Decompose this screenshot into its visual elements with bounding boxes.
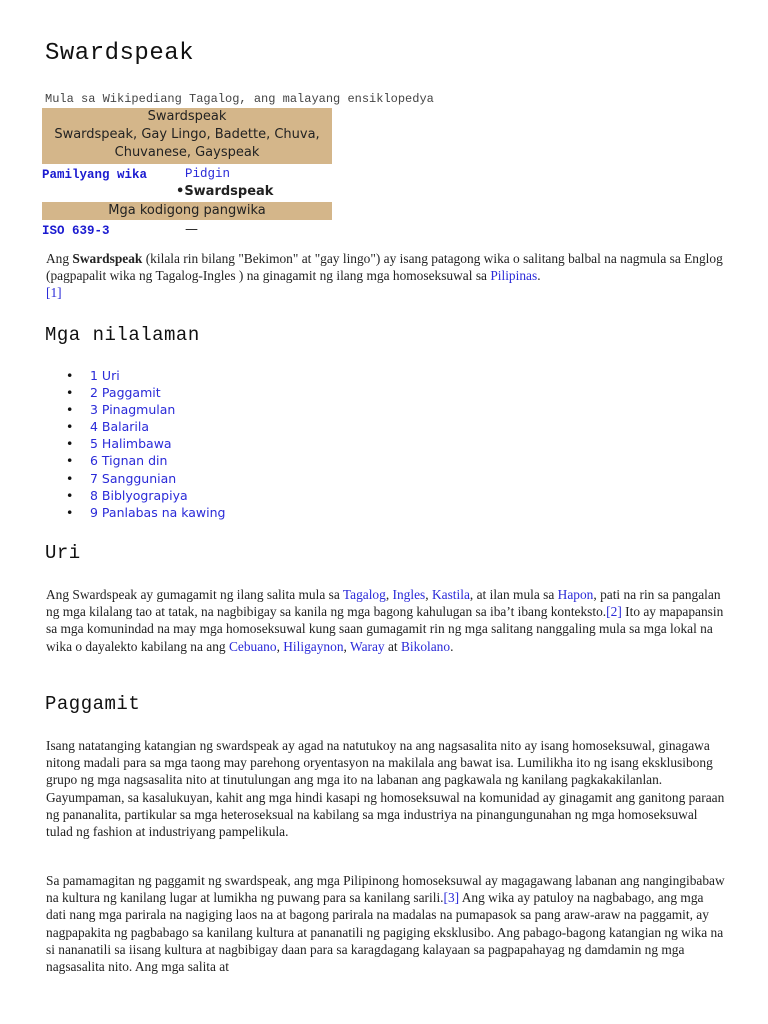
text: .	[537, 268, 541, 284]
paggamit-paragraph-2	[46, 872, 726, 975]
infobox-aliases: Swardspeak, Gay Lingo, Badette, Chuva, Chuvanese, Gayspeak	[42, 126, 332, 164]
section-heading-paggamit: Paggamit	[45, 693, 141, 715]
toc-item	[48, 384, 226, 401]
intro-paragraph	[46, 250, 726, 302]
toc-link-biblyograpiya[interactable]: 8 Biblyograpiya	[90, 487, 188, 503]
toc-item	[48, 452, 226, 469]
text: (kilala rin bilang "Bekimon" at "gay lingo") ay isang patagong wika o salitang balbal na nagmula sa Englog (pagpapalit wika ng Tagalog-Ingles ) na ginagamit ng ilang mga homoseksuwal sa	[46, 251, 723, 284]
link-cebuano[interactable]: Cebuano	[228, 638, 277, 654]
text: , at ilan mula sa	[469, 587, 558, 602]
toc-item	[48, 470, 226, 487]
toc-item	[48, 418, 226, 435]
link-ingles[interactable]: Ingles	[392, 587, 426, 602]
link-bikolano[interactable]: Bikolano	[400, 638, 451, 654]
infobox-title: Swardspeak	[42, 108, 332, 126]
ref-2[interactable]: [2]	[606, 604, 622, 620]
family-child: Swardspeak	[184, 184, 274, 199]
ref-1[interactable]: [1]	[46, 285, 62, 301]
toc-link-sanggunian[interactable]: 7 Sanggunian	[90, 470, 177, 486]
family-link-pidgin[interactable]: Pidgin	[185, 167, 231, 181]
infobox: Swardspeak Swardspeak, Gay Lingo, Badette, Chuva, Chuvanese, Gayspeak Pamilyang wika Pidgin •Swardspeak Mga kodigong pangwika ISO 639-3 —	[42, 108, 332, 240]
toc-link-paggamit[interactable]: 2 Paggamit	[90, 385, 161, 401]
toc-item	[48, 401, 226, 418]
text: Sa pamamagitan ng paggamit ng swardspeak, ang mga Pilipinong homoseksuwal ay magagawang labanan ang nangingibabaw na kultura ng kanilang lugar at lumikha ng puwang para sa kanilang sarili.	[46, 873, 725, 906]
toc-link-uri[interactable]: 1 Uri	[90, 368, 120, 383]
text: Ang Swardspeak ay gumagamit ng ilang salita mula sa	[46, 587, 343, 602]
link-waray[interactable]: Waray	[350, 638, 385, 654]
toc-link-panlabas[interactable]: 9 Panlabas na kawing	[90, 504, 226, 520]
iso-label[interactable]: ISO 639-3	[42, 224, 110, 238]
toc-link-pinagmulan[interactable]: 3 Pinagmulan	[90, 402, 176, 418]
link-tagalog[interactable]: Tagalog	[342, 587, 386, 602]
uri-paragraph	[46, 586, 726, 655]
text: Ang	[46, 251, 73, 266]
ref-3[interactable]: [3]	[443, 890, 460, 906]
text: ,	[276, 638, 284, 654]
site-subtitle: Mula sa Wikipediang Tagalog, ang malayang ensiklopedya	[45, 92, 434, 106]
toc-item	[48, 435, 226, 452]
link-kastila[interactable]: Kastila	[431, 587, 470, 602]
link-hiligaynon[interactable]: Hiligaynon	[283, 638, 344, 654]
text: , pati na rin sa pangalan ng mga kilalang tao at tatak, na nagbibigay sa kanila ng mga bagong kahulugan sa iba’t ibang konteksto.	[46, 587, 721, 620]
text: ,	[425, 587, 432, 602]
iso-value: —	[185, 222, 198, 237]
toc-item	[48, 367, 226, 384]
paggamit-paragraph-1: Isang natatanging katangian ng swardspeak ay agad na natutukoy na ang nagsasalita nito ay isang homoseksuwal, ginagawa nitong madali para sa mga taong may parehong oryentasyon na makilala ang bawat isa. Lumilikha ito ng isang eksklusibong grupo ng mga nagsasalita nito at tinutulungan ang mga ito na labanan ang pagkawala ng kanilang pagkakakilanlan. Gayumpaman, sa kasalukuyan, kahit ang mga hindi kasapi ng homoseksuwal na komunidad ay ginagamit ang ganitong paraan ng pananalita, partikular sa mga heteroseksual na kabilang sa mga industriya na pinangungunahan ng mga homoseksuwal tulad ng fashion at industriyang pampelikula.	[46, 738, 725, 840]
text: Ito ay mapapansin sa mga komunindad na may mga homoseksuwal kung saan gumagamit rin ng mga salitang nanggaling mula sa mga lokal na wika o dayalekto kabilang na ang	[46, 604, 724, 654]
toc-list	[48, 367, 226, 521]
page-title: Swardspeak	[45, 40, 195, 67]
text: at	[384, 638, 401, 654]
text: ,	[385, 587, 393, 602]
toc-item	[48, 487, 226, 504]
text: Ang wika ay patuloy na nagbabago, ang mga dati nang mga parirala na nagiging laos na at bagong parirala na madalas na pumapasok sa pang araw-araw na paggamit, ay nagpapakita ng pagbabago sa kanilang kultura at pananatili ng pagiging eksklusibo. Ang pabago-bagong katangian ng wika na si nananatili sa iisang kultura at nagbibigay daan para sa karagdagang kalayaan sa pagpapahayag ng damdamin ng mga nagsasalita nito. Ang mga salita at	[46, 890, 724, 975]
family-label: Pamilyang wika	[42, 168, 148, 182]
section-heading-uri: Uri	[45, 542, 81, 564]
codes-header: Mga kodigong pangwika	[42, 202, 332, 220]
text: ,	[343, 638, 350, 654]
toc-item	[48, 504, 226, 521]
link-hapon[interactable]: Hapon	[557, 587, 594, 602]
toc-link-halimbawa[interactable]: 5 Halimbawa	[90, 436, 172, 452]
toc-heading: Mga nilalaman	[45, 324, 200, 346]
text: .	[450, 638, 454, 654]
bold-term: Swardspeak	[72, 251, 143, 266]
link-pilipinas[interactable]: Pilipinas	[490, 268, 538, 284]
toc-link-balarila[interactable]: 4 Balarila	[90, 419, 150, 435]
toc-link-tignan-din[interactable]: 6 Tignan din	[90, 453, 168, 469]
